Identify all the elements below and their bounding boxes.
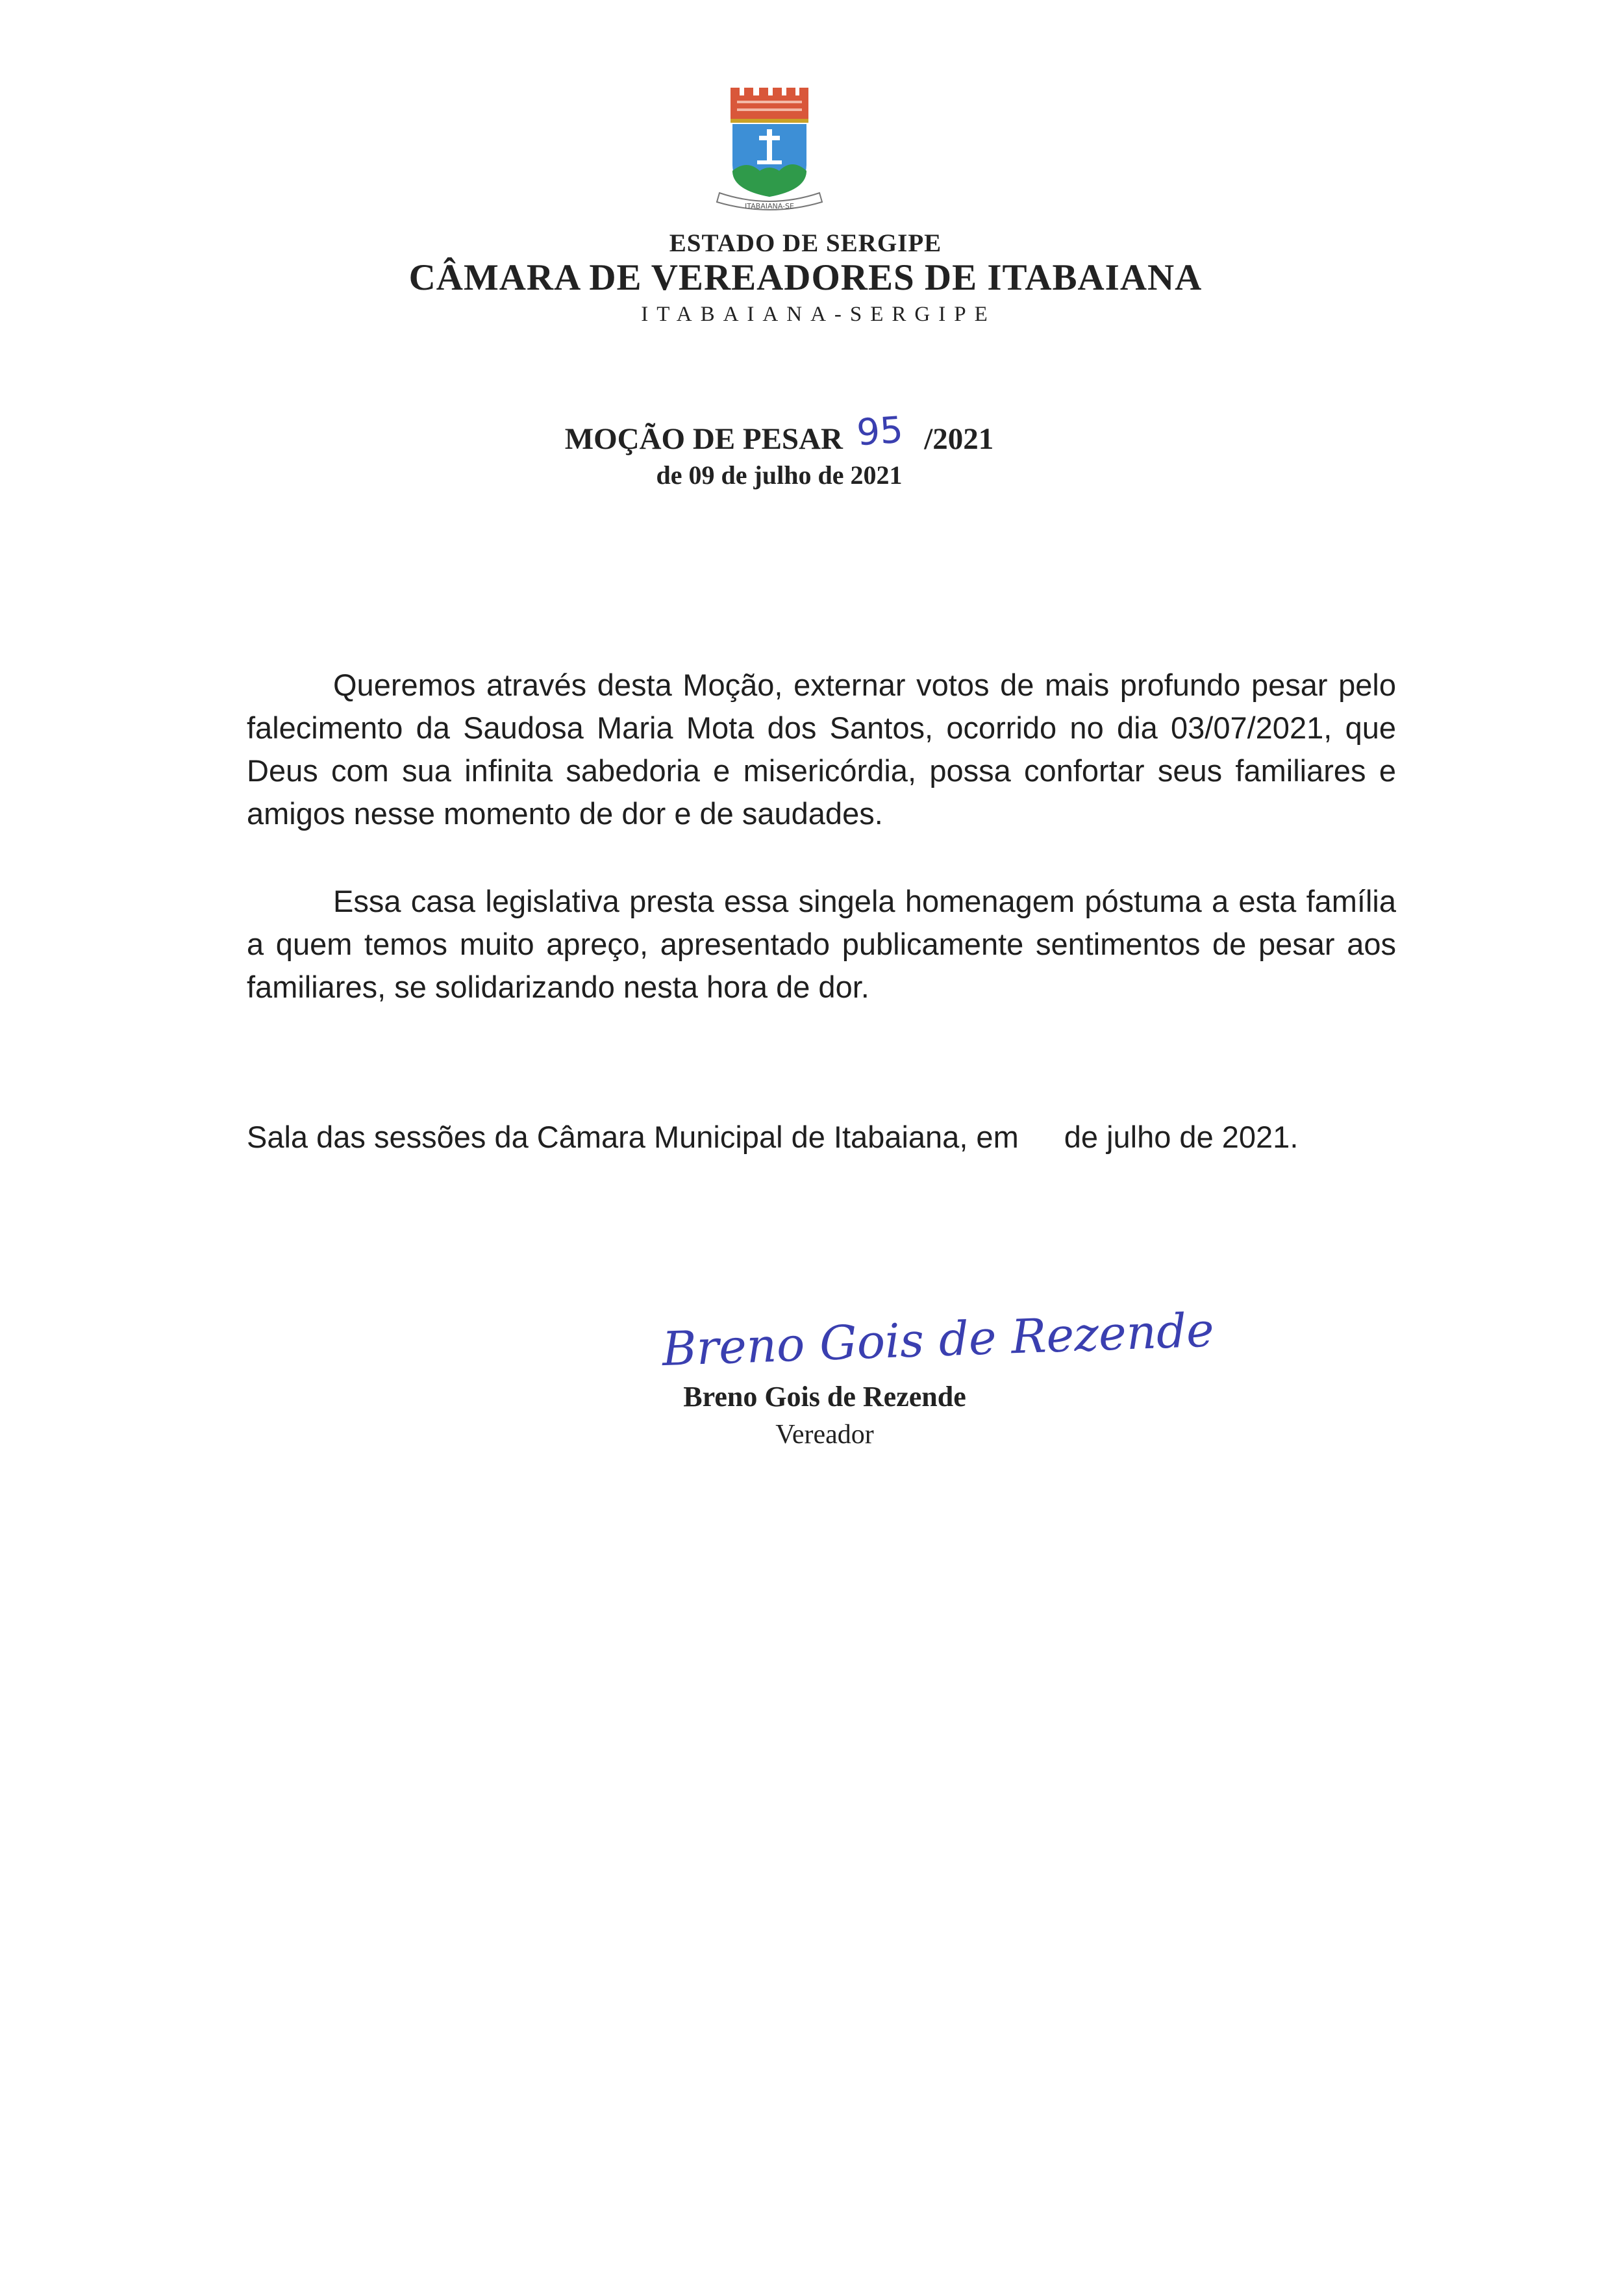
handwritten-signature	[656, 1299, 1215, 1390]
body-paragraph-1: Queremos através desta Moção, externar votos de mais profundo pesar pelo falecimento da Saudosa Maria Mota dos Santos, ocorrido no dia 03/07/2021, que Deus com sua infinita sabedoria e misericórdia, possa confortar seus familiares e amigos nesse momento de dor e de saudades.	[247, 668, 1396, 831]
chamber-heading: CÂMARA DE VEREADORES DE ITABAIANA	[408, 257, 1203, 298]
city-subheading: ITABAIANA-SERGIPE	[641, 303, 996, 326]
motion-number-handwritten: 95	[855, 409, 905, 455]
signer-name: Breno Gois de Rezende	[683, 1381, 966, 1413]
closing-start: Sala das sessões da Câmara Municipal de Itabaiana, em	[247, 1120, 1019, 1154]
signer-role: Vereador	[775, 1420, 874, 1450]
motion-title-prefix: MOÇÃO DE PESAR	[564, 422, 843, 456]
body-paragraph-2: Essa casa legislativa presta essa singela homenagem póstuma a esta família a quem temos muito apreço, apresentado publicamente sentimentos de pesar aos familiares, se solidarizando nesta hora de dor.	[247, 884, 1396, 1004]
svg-text:ITABAIANA-SE: ITABAIANA-SE	[745, 202, 794, 210]
closing-line	[247, 1119, 1298, 1155]
svg-text:Breno Gois de Rezende: Breno Gois de Rezende	[661, 1302, 1215, 1377]
motion-title	[0, 409, 1558, 458]
motion-date: de 09 de julho de 2021	[656, 460, 903, 490]
coat-of-arms-icon	[701, 81, 838, 218]
closing-end: de julho de 2021.	[1064, 1120, 1299, 1154]
motion-year: /2021	[924, 422, 994, 456]
state-heading: ESTADO DE SERGIPE	[669, 229, 942, 257]
